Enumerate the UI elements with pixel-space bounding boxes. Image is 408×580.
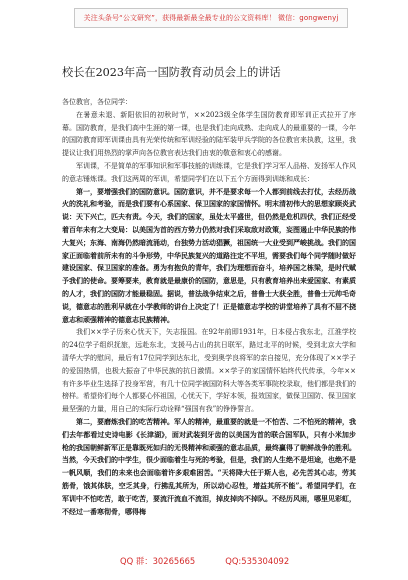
qq-number: QQ:535304092 — [225, 556, 290, 566]
document-title: 校长在2023年高一国防教育动员会上的讲话 — [62, 66, 281, 79]
paragraph: 在暑意未退、新阳依旧的初秋时节，××2023级全体学生国防教育即军训正式拉开了序幕。国防教育，是我们高中生涯的第一课，也是我们走向成熟、走向成人的最重要的一课，今年的国防教育即军训课由具有光荣传统和军训经验的陆军装甲兵学院的各位教官来执教，这里，我提议让我们用热烈的掌声向各位教官表达我们由衷的敬意和衷心的感谢。 — [62, 110, 356, 158]
promo-banner — [74, 8, 348, 28]
document-body — [62, 96, 356, 518]
promo-banner-text: 关注头条号“公文研究”，获得最新最全最专业的公文资料库！ 微信：gongwenyj — [83, 14, 339, 22]
salutation: 各位教官，各位同学： — [62, 98, 132, 106]
paragraph: 我们××学子历来心忧天下，矢志报国。在92年前即1931年，日本侵占我东北，江淮学校的24位学子组织抚旅，远赴东北，支援马占山的抗日联军，路过北平的时候，受到北京大学和清华大学的慰问，最后有17位同学到达东北，受到奥学良将军的亲自接见，充分体现了××学子的爱国热情，也极大振奋了中华民族的抗日激情。××学子的家国情怀始终代代传承，今年××有许多毕业生选择了投身军营，有几十位同学被国防科大等各类军事院校录取，他们都是我们的榜样。希望你们每个人都要心怀祖国，心忧天下，学好本领，报效国家，做保卫国防、保卫国家最坚强的力量，用自己的实际行动诠释“强国有我”的铮铮誓言。 — [62, 328, 356, 414]
contact-footer — [120, 555, 289, 567]
qq-group-number: QQ 群：30265665 — [120, 556, 196, 566]
paragraph: 军训课，不是简单的军事知识和军事技能的训练课，它是我们学习军人品格、发扬军人作风的意志锤炼课。我们这两周的军训，希望同学们在以下五个方面得到训练和成长： — [62, 161, 356, 183]
section-heading-paragraph: 第二，要磨炼我们的吃苦精神。军人的精神，最重要的就是一不怕苦、二不怕死的精神，我们去年都看过史诗电影《长津湖》，面对武装到牙齿的以美国为首的联合国军队，只有小米加步枪的我国朝鲜新军正是靠既死如归的无畏精神和顽强的意志品质，最终赢得了朝鲜战争的胜利。当然，今天我们的中学生，很少面临着生与死的考验，但是，我们的人生绝不是坦途，也绝不是一帆风顺，我们的未来也会面临着许多艰难困苦。“天将降大任于斯人也，必先苦其心志，劳其筋骨，饿其体肤，空乏其身，行拂乱其所为，所以动心忍性，增益其所不能”。希望同学们，在军训中不怕吃苦，敢于吃苦，要流汗流血不流泪，掉皮掉肉不掉队。不经历风雨，哪里见彩虹，不经过一番寒彻骨，哪得梅 — [62, 416, 356, 516]
section-heading-paragraph: 第一，要增强我们的国防意识。国防意识，并不是要求每一个人都到前线去打仗，去经历战火的洗礼和考验，而是我们要有心系国家、保卫国家的家国情怀。明末清初伟大的思想家顾炎武说：天下兴亡，匹夫有责。今天，我们的国家，虽处太平盛世，但仍然是危机四伏，我们正经受着百年未有之大变局：以美国为首的西方势力仍然对我们采取敌对政策，妄图遏止中华民族的伟大复兴；东海、南海仍然暗流涌动，台独势力活动猖獗，祖国统一大业受到严峻挑战。我们的国家正面临着前所未有的斗争形势，中华民族复兴的道路注定不平坦，需要我们每个同学随时做好建设国家、保卫国家的准备。勇为有抱负的青年，我们为理想而奋斗，培养国之栋梁，是时代赋予我们的使命。要筹要来，教育就是最康价的国防，意思是，只有教育培养出来爱国家、有素质的人才，我们的国防才能最稳固。据说，普法战争结束之后，普鲁士大获全胜，普鲁士元帅毛奇说，德意志的胜利早就在小学教师的讲台上决定了！正是德意志学校的讲堂培养了具有不屈不挠意志和顽强精神的德意志民族精神。 — [62, 186, 356, 324]
